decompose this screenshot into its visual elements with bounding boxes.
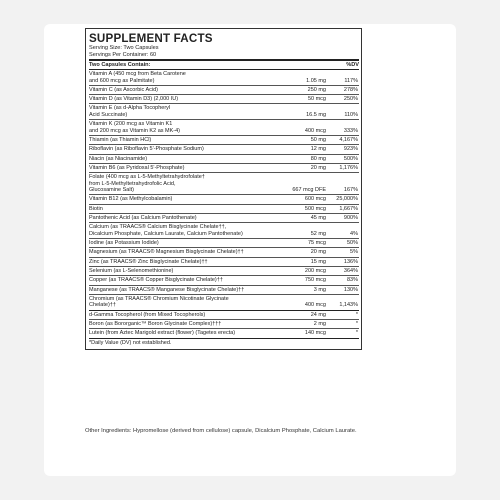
nutrient-row xyxy=(89,145,359,154)
nutrient-amount: 52 mg xyxy=(310,230,326,237)
nutrient-name: Vitamin E (as d-Alpha Tocopheryl Acid Succinate) xyxy=(89,105,171,118)
nutrient-row xyxy=(89,70,359,86)
nutrient-dv: 117% xyxy=(344,77,358,84)
servings-per-container: Servings Per Container: 60 xyxy=(89,51,157,58)
nutrient-dv: * xyxy=(355,330,358,337)
nutrient-row xyxy=(89,95,359,104)
nutrient-dv: 136% xyxy=(343,258,358,265)
nutrient-dv: 5% xyxy=(350,249,358,256)
nutrient-name: Chromium (as TRAACS® Chromium Nicotinate Glycinate Chelate)†† xyxy=(89,295,229,309)
column-header-contents: Two Capsules Contain: xyxy=(89,62,151,68)
nutrient-dv: 278% xyxy=(343,86,358,93)
nutrient-row xyxy=(89,223,359,239)
nutrient-name: Zinc (as TRAACS® Zinc Bisglycinate Chelate)†† xyxy=(89,258,208,265)
nutrient-row xyxy=(89,276,359,285)
nutrient-row xyxy=(89,214,359,223)
nutrient-dv: 250% xyxy=(343,96,358,103)
nutrient-name: Niacin (as Niacinamide) xyxy=(89,155,148,162)
nutrient-amount: 12 mg xyxy=(310,146,326,153)
nutrient-dv: 130% xyxy=(343,286,358,293)
nutrient-dv: 923% xyxy=(343,146,358,153)
nutrient-dv: 4% xyxy=(350,230,358,237)
nutrient-dv: 50% xyxy=(346,240,358,247)
nutrient-amount: 140 mcg xyxy=(304,330,326,337)
nutrient-amount: 45 mg xyxy=(310,215,326,222)
panel-title: SUPPLEMENT FACTS xyxy=(89,32,213,45)
nutrient-dv: 500% xyxy=(343,155,358,162)
nutrient-row xyxy=(89,104,359,120)
nutrient-amount: 200 mcg xyxy=(304,268,326,275)
nutrient-amount: 750 mcg xyxy=(304,277,326,284)
nutrient-amount: 500 mcg xyxy=(304,205,326,212)
nutrient-amount: 15 mg xyxy=(310,258,326,265)
nutrient-row xyxy=(89,155,359,164)
nutrient-row xyxy=(89,120,359,136)
nutrient-dv: 1,176% xyxy=(339,164,358,171)
nutrient-name: Calcium (as TRAACS® Calcium Bisglycinate Chelate††, Dicalcium Phosphate, Calcium Laurate, Calcium Pantothenate) xyxy=(89,224,243,237)
nutrient-amount: 24 mg xyxy=(310,311,326,318)
nutrient-amount: 75 mcg xyxy=(307,240,326,247)
nutrient-dv: 4,167% xyxy=(339,136,358,143)
nutrient-name: Vitamin A (450 mcg from Beta Carotene and 600 mcg as Palmitate) xyxy=(89,71,186,84)
nutrient-name: Vitamin B6 (as Pyridoxal 5'-Phosphate) xyxy=(89,164,185,171)
nutrient-name: Copper (as TRAACS® Copper Bisglycinate Chelate)†† xyxy=(89,277,223,284)
nutrient-row xyxy=(89,164,359,173)
nutrient-dv: 900% xyxy=(343,215,358,222)
nutrient-row xyxy=(89,86,359,95)
other-ingredients: Other Ingredients: Hypromellose (derived from cellulose) capsule, Dicalcium Phosphate, Calcium Laurate. xyxy=(85,428,357,434)
nutrient-dv: 1,667% xyxy=(339,205,358,212)
nutrient-row xyxy=(89,173,359,195)
nutrient-row xyxy=(89,258,359,267)
nutrient-name: Selenium (as L-Selenomethionine) xyxy=(89,268,174,275)
nutrient-amount: 50 mcg xyxy=(307,96,326,103)
nutrient-dv: 167% xyxy=(343,187,358,194)
nutrient-amount: 600 mcg xyxy=(304,196,326,203)
nutrient-name: Boron (as Bororganic™ Boron Glycinate Complex)††† xyxy=(89,321,222,328)
nutrient-name: Manganese (as TRAACS® Manganese Bisglycinate Chelate)†† xyxy=(89,286,245,293)
nutrient-table xyxy=(89,70,359,339)
nutrient-dv: 333% xyxy=(343,127,358,134)
nutrient-amount: 16.5 mg xyxy=(306,111,326,118)
nutrient-dv: 83% xyxy=(346,277,358,284)
nutrient-row xyxy=(89,295,359,311)
nutrient-dv: * xyxy=(355,321,358,328)
nutrient-amount: 400 mcg xyxy=(304,127,326,134)
nutrient-name: Lutein (from Aztec Marigold extract (flower) (Tagetes erecta) xyxy=(89,330,236,337)
nutrient-row xyxy=(89,195,359,204)
column-header-dv: %DV xyxy=(346,62,359,68)
nutrient-amount: 2 mg xyxy=(313,321,326,328)
nutrient-row xyxy=(89,320,359,329)
serving-size: Serving Size: Two Capsules xyxy=(89,45,159,51)
footnote: *Daily Value (DV) not established. xyxy=(89,339,172,346)
nutrient-name: Folate (400 mcg as L-5-Methyltetrahydrofolate† from L-5-Methyltetrahydrofolic Acid, Glucosamine Salt) xyxy=(89,174,205,194)
nutrient-name: Vitamin D (as Vitamin D3) (2,000 IU) xyxy=(89,96,179,103)
nutrient-amount: 3 mg xyxy=(313,286,326,293)
nutrient-row xyxy=(89,136,359,145)
nutrient-name: Biotin xyxy=(89,205,103,212)
nutrient-amount: 250 mg xyxy=(307,86,326,93)
nutrient-amount: 80 mg xyxy=(310,155,326,162)
column-header xyxy=(89,61,359,69)
nutrient-amount: 50 mg xyxy=(310,136,326,143)
nutrient-name: Vitamin K (200 mcg as Vitamin K1 and 200 mcg as Vitamin K2 as MK-4) xyxy=(89,121,180,134)
nutrient-name: Thiamin (as Thiamin HCl) xyxy=(89,136,152,143)
nutrient-dv: 25,000% xyxy=(336,196,358,203)
nutrient-amount: 667 mcg DFE xyxy=(292,187,326,194)
supplement-facts-panel xyxy=(85,28,362,350)
nutrient-name: Riboflavin (as Riboflavin 5'-Phosphate Sodium) xyxy=(89,146,204,153)
nutrient-name: Pantothenic Acid (as Calcium Pantothenate) xyxy=(89,215,197,222)
nutrient-amount: 400 mcg xyxy=(304,302,326,309)
nutrient-name: d-Gamma Tocopherol (from Mixed Tocopherols) xyxy=(89,311,206,318)
nutrient-row xyxy=(89,205,359,214)
nutrient-row xyxy=(89,248,359,257)
nutrient-name: Iodine (as Potassium Iodide) xyxy=(89,240,159,247)
nutrient-row xyxy=(89,239,359,248)
nutrient-dv: 1,143% xyxy=(339,302,358,309)
nutrient-name: Vitamin B12 (as Methylcobalamin) xyxy=(89,196,173,203)
nutrient-row xyxy=(89,311,359,320)
nutrient-row xyxy=(89,329,359,338)
nutrient-row xyxy=(89,267,359,276)
nutrient-amount: 20 mg xyxy=(310,249,326,256)
nutrient-amount: 1.05 mg xyxy=(306,77,326,84)
nutrient-dv: 110% xyxy=(344,111,358,118)
nutrient-name: Magnesium (as TRAACS® Magnesium Bisglycinate Chelate)†† xyxy=(89,249,244,256)
nutrient-row xyxy=(89,286,359,295)
nutrient-name: Vitamin C (as Ascorbic Acid) xyxy=(89,86,158,93)
nutrient-dv: 364% xyxy=(343,268,358,275)
nutrient-amount: 20 mg xyxy=(310,164,326,171)
nutrient-dv: * xyxy=(355,311,358,318)
